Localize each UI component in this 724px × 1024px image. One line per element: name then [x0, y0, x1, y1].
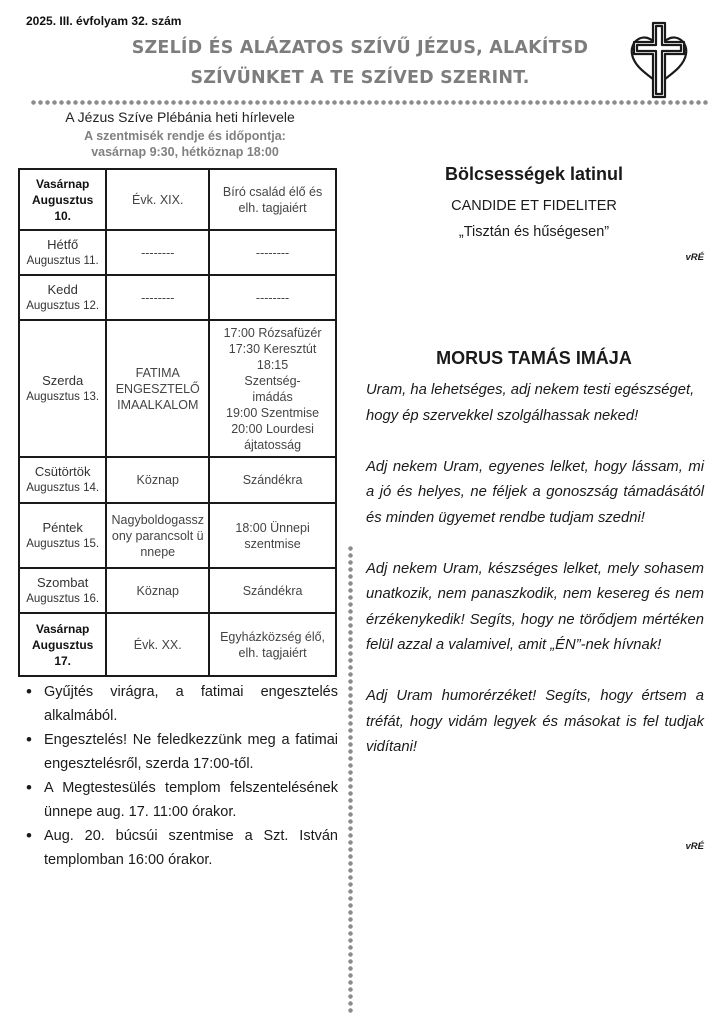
table-row — [19, 230, 336, 275]
wisdom-title: Bölcsességek latinul — [444, 164, 624, 184]
day-cell: Szombat Augusztus 16. — [19, 568, 106, 613]
day-cell: Szerda Augusztus 13. — [19, 320, 106, 457]
sacred-heart-cross-icon — [626, 20, 692, 100]
event-cell: Köznap — [106, 457, 209, 503]
list-item: • A Megtestesülés templom felszentelésének ünnepe aug. 17. 11:00 órakor. — [22, 776, 338, 824]
mass-order-label: A szentmisék rendje és időpontja: — [84, 129, 286, 143]
intent-cell: Bíró család élő és elh. tagjaiért — [209, 169, 336, 230]
motto-line-2: SZÍVÜNKET A TE SZÍVED SZERINT. — [190, 68, 530, 88]
wisdom-signature: vRÉ — [685, 252, 704, 263]
day-cell: Péntek Augusztus 15. — [19, 503, 106, 568]
day-cell: Hétfő Augusztus 11. — [19, 230, 106, 275]
event-cell: Évk. XX. — [106, 613, 209, 676]
motto-heading — [100, 33, 620, 93]
prayer-title: MORUS TAMÁS IMÁJA — [436, 348, 632, 368]
issue-number: 2025. III. évfolyam 32. szám — [26, 14, 182, 28]
day-cell: Vasárnap Augusztus 10. — [19, 169, 106, 230]
event-cell: -------- — [106, 275, 209, 320]
table-row — [19, 613, 336, 676]
event-cell: Köznap — [106, 568, 209, 613]
intent-cell: Egyházközség élő, elh. tagjaiért — [209, 613, 336, 676]
intent-cell: -------- — [209, 230, 336, 275]
event-cell: -------- — [106, 230, 209, 275]
announcements-list — [22, 680, 338, 872]
table-row — [19, 568, 336, 613]
prayer-text — [366, 378, 704, 761]
mass-times: vasárnap 9:30, hétköznap 18:00 — [91, 145, 279, 159]
intent-cell: 17:00 Rózsafüzér 17:30 Keresztút 18:15 Szentség-imádás 19:00 Szentmise 20:00 Lourdesi ájtatosság — [209, 320, 336, 457]
intent-cell: -------- — [209, 275, 336, 320]
motto-line-1: SZELÍD ÉS ALÁZATOS SZÍVŰ JÉZUS, ALAKÍTSD — [131, 38, 589, 58]
intent-cell: 18:00 Ünnepi szentmise — [209, 503, 336, 568]
table-row — [19, 503, 336, 568]
list-item: • Engesztelés! Ne feledkezzünk meg a fatimai engesztelésről, szerda 17:00-től. — [22, 728, 338, 776]
prayer-signature: vRÉ — [685, 841, 704, 852]
dotted-divider — [30, 100, 708, 105]
day-cell: Csütörtök Augusztus 14. — [19, 457, 106, 503]
intent-cell: Szándékra — [209, 568, 336, 613]
intent-cell: Szándékra — [209, 457, 336, 503]
weekly-schedule-table — [18, 168, 337, 677]
list-item: • Aug. 20. búcsúi szentmise a Szt. István templomban 16:00 órakor. — [22, 824, 338, 872]
prayer-paragraph: Uram, ha lehetséges, adj nekem testi egészséget, — [366, 382, 695, 398]
prayer-paragraph: Adj nekem Uram, készséges lelket, mely sohasem unatkozik, nem panaszkodik, nem kesereg és nem érzékenykedik! Segíts, hogy ne törődjem mértéken felül azzal a valamivel, amit „ÉN”-nek hívnak! — [366, 560, 704, 653]
event-cell: Nagyboldogasszony parancsolt ünnepe — [106, 503, 209, 568]
table-row — [19, 275, 336, 320]
day-cell: Vasárnap Augusztus 17. — [19, 613, 106, 676]
event-cell: Évk. XIX. — [106, 169, 209, 230]
list-item: • Gyűjtés virágra, a fatimai engesztelés alkalmából. — [22, 680, 338, 728]
wisdom-latin: CANDIDE ET FIDELITER — [451, 198, 617, 214]
wisdom-translation: „Tisztán és hűségesen” — [458, 224, 610, 240]
prayer-paragraph: Adj Uram humorérzéket! Segíts, hogy értsem a tréfát, hogy vidám legyek és másokat is fel tudjak vidítani! — [366, 688, 704, 755]
table-row — [19, 457, 336, 503]
prayer-paragraph: Adj nekem Uram, egyenes lelket, hogy lássam, mi a jó és helyes, ne féljek a gonoszság támadásától és minden ügyemet rendbe tudjam szedni! — [366, 458, 704, 526]
newsletter-subtitle: A Jézus Szíve Plébánia heti hírlevele — [65, 109, 295, 125]
vertical-dotted-divider — [348, 545, 353, 1015]
prayer-paragraph: hogy ép szervekkel szolgálhassak neked! — [366, 407, 639, 424]
table-row — [19, 320, 336, 457]
day-cell: Kedd Augusztus 12. — [19, 275, 106, 320]
mass-schedule-info — [20, 128, 350, 160]
event-cell: FATIMA ENGESZTELŐ IMAALKALOM — [106, 320, 209, 457]
table-row — [19, 169, 336, 230]
